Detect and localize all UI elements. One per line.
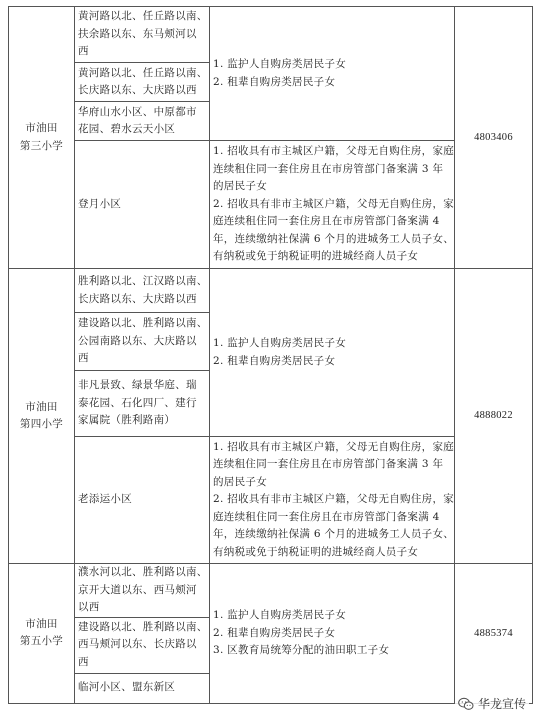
area-cell: [75, 617, 210, 673]
text-line: 黄河路以北、任丘路以南、: [78, 66, 208, 79]
text-line: 临河小区、盟东新区: [78, 681, 176, 694]
text-line: 的居民子女: [213, 475, 267, 488]
text-line: 以西: [78, 601, 100, 613]
text-line: 2. 租辈自购房类居民子女: [213, 75, 336, 88]
text-line: 2. 租辈自购房类居民子女: [213, 626, 336, 639]
text-line: 1. 监护人自购房类居民子女: [213, 337, 347, 349]
text-line: 非凡景致、绿景华庭、瑞: [78, 379, 197, 392]
text-line: 老添运小区: [78, 493, 132, 506]
text-line: 西: [78, 655, 89, 668]
text-line: 的居民子女: [213, 180, 267, 193]
text-line: 建设路以北、胜利路以南、: [78, 620, 208, 633]
school-name-cell: [9, 269, 75, 564]
text-line: 1. 监护人自购房类居民子女: [213, 609, 347, 621]
text-line: 建设路以北、胜利路以南、: [78, 317, 208, 330]
text-line: 西: [78, 352, 89, 365]
text-line: 1. 监护人自购房类居民子女: [213, 58, 347, 70]
text-line: 2. 租辈自购房类居民子女: [213, 354, 336, 367]
area-cell: [75, 371, 210, 437]
area-cell: [75, 673, 210, 703]
area-cell: [75, 437, 210, 564]
text-line: 市油田: [25, 122, 58, 134]
text-line: 华府山水小区、中原都市: [78, 105, 197, 118]
text-line: 黄河路以北、任丘路以南、: [78, 10, 208, 23]
text-line: 西马颊河以东、长庆路以: [78, 638, 197, 651]
text-line: 3. 区教育局统筹分配的油田职工子女: [213, 644, 390, 656]
phone-cell: 4885374: [455, 564, 533, 704]
text-line: 京开大道以东、西马颊河: [78, 583, 197, 596]
text-line: 市油田: [25, 400, 58, 413]
admission-conditions-cell: [210, 564, 455, 704]
text-line: 公园南路以东、大庆路以: [78, 334, 197, 347]
text-line: 濮水河以北、胜利路以南、: [78, 566, 208, 578]
watermark-text: 华龙宣传: [477, 697, 526, 711]
area-cell: [75, 313, 210, 371]
area-cell: [75, 63, 210, 102]
text-line: 花园、碧水云天小区: [78, 123, 176, 135]
text-line: 长庆路以东、大庆路以西: [78, 292, 197, 305]
area-cell: [75, 7, 210, 63]
school-name-cell: [9, 564, 75, 704]
area-cell: [75, 141, 210, 269]
text-line: 家属院（胜利路南）: [78, 414, 176, 427]
text-line: 庭连续租住同一套住房且在市房管部门备案满 4: [213, 510, 440, 523]
watermark: [455, 694, 529, 713]
admission-conditions-cell: [210, 437, 455, 564]
text-line: 有纳税或免于纳税证明的进城经商人员子女: [213, 545, 419, 558]
area-cell: [75, 269, 210, 313]
text-line: 庭连续租住同一套住房且在市房管部门备案满 4: [213, 215, 440, 228]
text-line: 第四小学: [19, 418, 64, 430]
admission-conditions-cell: [210, 7, 455, 141]
enrollment-zone-table: [8, 6, 533, 704]
text-line: 1. 招收具有市主城区户籍，父母无自购住房，家庭: [213, 440, 455, 453]
text-line: 1. 招收具有市主城区户籍，父母无自购住房，家庭: [213, 145, 455, 158]
text-line: 泰花园、石化四厂、建行: [78, 396, 197, 409]
text-line: 2. 招收具有非市主城区户籍，父母无自购住房，家: [213, 197, 455, 210]
text-line: 第三小学: [19, 139, 64, 152]
text-line: 第五小学: [19, 635, 64, 648]
text-line: 登月小区: [78, 197, 122, 210]
text-line: 连续租住同一套住房且在市房管部门备案满 3 年: [213, 162, 444, 175]
text-line: 胜利路以北、江汉路以南、: [78, 275, 208, 287]
phone-cell: 4803406: [455, 7, 533, 269]
text-line: 连续租住同一套住房且在市房管部门备案满 3 年: [213, 458, 444, 471]
phone-cell: 4888022: [455, 269, 533, 564]
admission-conditions-cell: [210, 141, 455, 269]
text-line: 年，连续缴纳社保满 6 个月的进城务工人员子女、: [213, 528, 455, 541]
text-line: 长庆路以东、大庆路以西: [78, 84, 197, 96]
school-name-cell: [9, 7, 75, 269]
area-cell: [75, 102, 210, 141]
text-line: 年，连续缴纳社保满 6 个月的进城务工人员子女、: [213, 232, 455, 245]
text-line: 有纳税或免于纳税证明的进城经商人员子女: [213, 250, 419, 263]
text-line: 西: [78, 45, 89, 58]
text-line: 市油田: [25, 617, 58, 630]
text-line: 2. 招收具有非市主城区户籍，父母无自购住房，家: [213, 493, 455, 506]
wechat-icon: [458, 697, 474, 711]
area-cell: [75, 564, 210, 618]
text-line: 扶余路以东、东马颊河以: [78, 27, 197, 40]
admission-conditions-cell: [210, 269, 455, 437]
